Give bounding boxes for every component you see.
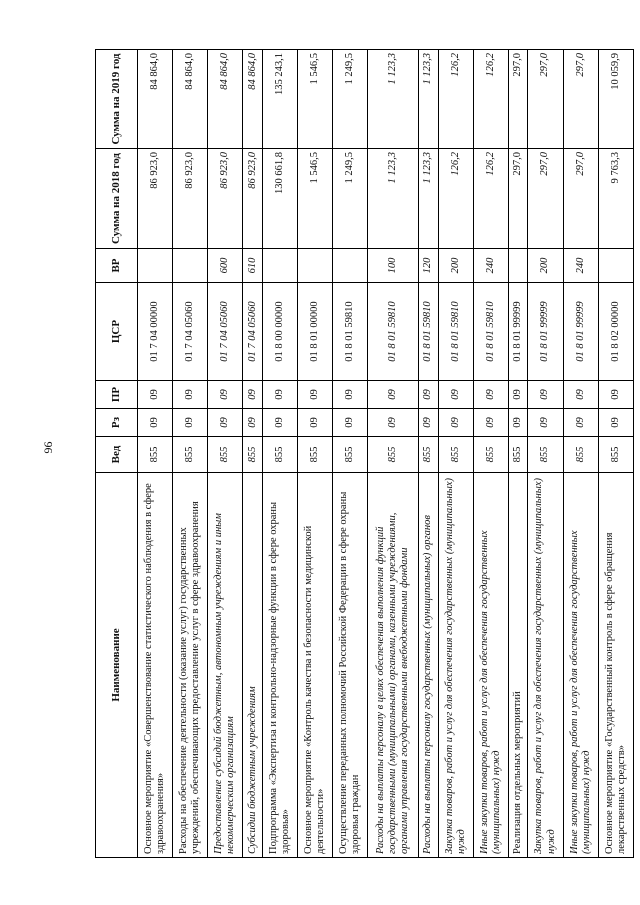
cell-vr: 240 xyxy=(473,249,508,283)
header-vr: ВР xyxy=(96,249,138,283)
cell-ved: 855 xyxy=(508,437,528,473)
cell-vr xyxy=(508,249,528,283)
table-row xyxy=(298,50,333,858)
cell-pr: 09 xyxy=(243,381,263,409)
header-pr: ПР xyxy=(96,381,138,409)
cell-ved: 855 xyxy=(473,437,508,473)
table-row xyxy=(563,50,598,858)
table-row xyxy=(528,50,563,858)
cell-pr: 09 xyxy=(173,381,208,409)
cell-sum-2018: 86 923,0 xyxy=(138,149,173,249)
cell-pr: 09 xyxy=(333,381,368,409)
cell-name: Расходы на обеспечение деятельности (оказание услуг) государственных учреждений, обеспечивающих предоставление услуг в сфере здравоохранения xyxy=(173,473,208,858)
cell-name: Закупка товаров, работ и услуг для обеспечения государственных (муниципальных) нужд xyxy=(438,473,473,858)
cell-pr: 09 xyxy=(438,381,473,409)
cell-ved: 855 xyxy=(419,437,439,473)
cell-sum-2019: 1 123,3 xyxy=(368,50,419,149)
cell-csr: 01 7 04 05060 xyxy=(243,283,263,381)
header-name: Наименование xyxy=(96,473,138,858)
cell-name: Основное мероприятие «Совершенствование статистического наблюдения в сфере здравоохранения» xyxy=(138,473,173,858)
cell-rz: 09 xyxy=(563,409,598,437)
cell-rz: 09 xyxy=(138,409,173,437)
table-row xyxy=(419,50,439,858)
cell-sum-2018: 1 249,5 xyxy=(333,149,368,249)
cell-csr: 01 8 01 00000 xyxy=(298,283,333,381)
cell-sum-2018: 126,2 xyxy=(438,149,473,249)
cell-name: Основное мероприятие «Контроль качества и безопасности медицинской деятельности» xyxy=(298,473,333,858)
cell-name: Иные закупки товаров, работ и услуг для обеспечения государственных (муниципальных) нужд xyxy=(563,473,598,858)
cell-csr: 01 8 01 59810 xyxy=(473,283,508,381)
cell-csr: 01 8 00 00000 xyxy=(262,283,297,381)
cell-rz: 09 xyxy=(368,409,419,437)
cell-vr: 100 xyxy=(368,249,419,283)
cell-ved: 855 xyxy=(438,437,473,473)
cell-ved: 855 xyxy=(243,437,263,473)
cell-ved: 855 xyxy=(528,437,563,473)
cell-pr: 09 xyxy=(598,381,633,409)
cell-sum-2019: 84 864,0 xyxy=(243,50,263,149)
cell-ved: 855 xyxy=(138,437,173,473)
cell-name: Реализация отдельных мероприятий xyxy=(508,473,528,858)
cell-csr: 01 7 04 00000 xyxy=(138,283,173,381)
cell-pr: 09 xyxy=(508,381,528,409)
cell-sum-2019: 126,2 xyxy=(473,50,508,149)
table-row xyxy=(138,50,173,858)
cell-sum-2018: 130 661,8 xyxy=(262,149,297,249)
table-row xyxy=(473,50,508,858)
table-row xyxy=(598,50,633,858)
cell-csr: 01 7 04 05060 xyxy=(208,283,243,381)
cell-vr: 200 xyxy=(528,249,563,283)
table-row xyxy=(173,50,208,858)
cell-vr: 240 xyxy=(563,249,598,283)
cell-sum-2019: 126,2 xyxy=(438,50,473,149)
cell-name: Подпрограмма «Экспертиза и контрольно-надзорные функции в сфере охраны здоровья» xyxy=(262,473,297,858)
cell-sum-2018: 297,0 xyxy=(563,149,598,249)
cell-pr: 09 xyxy=(368,381,419,409)
cell-sum-2018: 1 123,3 xyxy=(419,149,439,249)
cell-csr: 01 8 01 99999 xyxy=(528,283,563,381)
cell-csr: 01 7 04 05060 xyxy=(173,283,208,381)
cell-name: Субсидии бюджетным учреждениям xyxy=(243,473,263,858)
table-row xyxy=(262,50,297,858)
cell-pr: 09 xyxy=(419,381,439,409)
cell-sum-2019: 297,0 xyxy=(528,50,563,149)
cell-sum-2019: 1 546,5 xyxy=(298,50,333,149)
header-sum-2018: Сумма на 2018 год xyxy=(96,149,138,249)
cell-ved: 855 xyxy=(563,437,598,473)
cell-csr: 01 8 01 59810 xyxy=(368,283,419,381)
table-row xyxy=(208,50,243,858)
cell-name: Основное мероприятие «Государственный контроль в сфере обращения лекарственных средств» xyxy=(598,473,633,858)
cell-rz: 09 xyxy=(333,409,368,437)
cell-sum-2019: 135 243,1 xyxy=(262,50,297,149)
cell-pr: 09 xyxy=(262,381,297,409)
cell-rz: 09 xyxy=(208,409,243,437)
cell-vr: 600 xyxy=(208,249,243,283)
cell-sum-2019: 84 864,0 xyxy=(138,50,173,149)
cell-csr: 01 8 01 59810 xyxy=(438,283,473,381)
cell-ved: 855 xyxy=(173,437,208,473)
cell-rz: 09 xyxy=(438,409,473,437)
cell-sum-2018: 86 923,0 xyxy=(208,149,243,249)
cell-vr xyxy=(262,249,297,283)
cell-vr: 610 xyxy=(243,249,263,283)
cell-name: Расходы на выплаты персоналу в целях обеспечения выполнения функций государственными (муниципальными) органами, казенными учреждениями, органами управления государственными внебюджетными фондами xyxy=(368,473,419,858)
cell-sum-2019: 1 123,3 xyxy=(419,50,439,149)
cell-rz: 09 xyxy=(508,409,528,437)
cell-vr xyxy=(333,249,368,283)
header-sum-2019: Сумма на 2019 год xyxy=(96,50,138,149)
cell-pr: 09 xyxy=(528,381,563,409)
cell-name: Предоставление субсидий бюджетным, автономным учреждениям и иным некоммерческим организациям xyxy=(208,473,243,858)
table-row xyxy=(508,50,528,858)
cell-pr: 09 xyxy=(138,381,173,409)
cell-sum-2018: 1 123,3 xyxy=(368,149,419,249)
cell-vr xyxy=(138,249,173,283)
cell-sum-2018: 1 546,5 xyxy=(298,149,333,249)
table-row xyxy=(333,50,368,858)
table-row xyxy=(438,50,473,858)
cell-pr: 09 xyxy=(473,381,508,409)
cell-ved: 855 xyxy=(208,437,243,473)
cell-sum-2019: 297,0 xyxy=(508,50,528,149)
cell-rz: 09 xyxy=(473,409,508,437)
cell-ved: 855 xyxy=(333,437,368,473)
cell-vr: 120 xyxy=(419,249,439,283)
cell-ved: 855 xyxy=(598,437,633,473)
table-header-row xyxy=(96,50,138,858)
cell-ved: 855 xyxy=(368,437,419,473)
cell-name: Иные закупки товаров, работ и услуг для обеспечения государственных (муниципальных) нужд xyxy=(473,473,508,858)
cell-rz: 09 xyxy=(528,409,563,437)
cell-sum-2018: 86 923,0 xyxy=(243,149,263,249)
cell-sum-2018: 86 923,0 xyxy=(173,149,208,249)
cell-vr: 200 xyxy=(438,249,473,283)
cell-ved: 855 xyxy=(262,437,297,473)
cell-name: Закупка товаров, работ и услуг для обеспечения государственных (муниципальных) нужд xyxy=(528,473,563,858)
cell-csr: 01 8 01 99999 xyxy=(563,283,598,381)
cell-name: Расходы на выплаты персоналу государственных (муниципальных) органов xyxy=(419,473,439,858)
header-ved: Вед xyxy=(96,437,138,473)
cell-sum-2019: 10 059,9 xyxy=(598,50,633,149)
cell-sum-2018: 126,2 xyxy=(473,149,508,249)
cell-pr: 09 xyxy=(208,381,243,409)
cell-pr: 09 xyxy=(298,381,333,409)
cell-csr: 01 8 02 00000 xyxy=(598,283,633,381)
cell-sum-2018: 297,0 xyxy=(508,149,528,249)
page-number: 96 xyxy=(41,441,56,454)
cell-vr xyxy=(173,249,208,283)
cell-sum-2019: 84 864,0 xyxy=(208,50,243,149)
cell-vr xyxy=(598,249,633,283)
cell-sum-2019: 297,0 xyxy=(563,50,598,149)
cell-csr: 01 8 01 99999 xyxy=(508,283,528,381)
cell-pr: 09 xyxy=(563,381,598,409)
cell-rz: 09 xyxy=(298,409,333,437)
table-row xyxy=(243,50,263,858)
table-body xyxy=(138,50,634,858)
header-rz: Рз xyxy=(96,409,138,437)
cell-rz: 09 xyxy=(262,409,297,437)
cell-sum-2019: 84 864,0 xyxy=(173,50,208,149)
cell-csr: 01 8 01 59810 xyxy=(333,283,368,381)
header-csr: ЦСР xyxy=(96,283,138,381)
cell-sum-2018: 9 763,3 xyxy=(598,149,633,249)
cell-csr: 01 8 01 59810 xyxy=(419,283,439,381)
table-row xyxy=(368,50,419,858)
budget-table xyxy=(95,49,634,858)
rotated-table-container xyxy=(95,50,634,858)
cell-rz: 09 xyxy=(243,409,263,437)
cell-name: Осуществление переданных полномочий Российской Федерации в сфере охраны здоровья граждан xyxy=(333,473,368,858)
cell-sum-2019: 1 249,5 xyxy=(333,50,368,149)
cell-rz: 09 xyxy=(598,409,633,437)
cell-sum-2018: 297,0 xyxy=(528,149,563,249)
cell-ved: 855 xyxy=(298,437,333,473)
cell-rz: 09 xyxy=(419,409,439,437)
cell-rz: 09 xyxy=(173,409,208,437)
cell-vr xyxy=(298,249,333,283)
